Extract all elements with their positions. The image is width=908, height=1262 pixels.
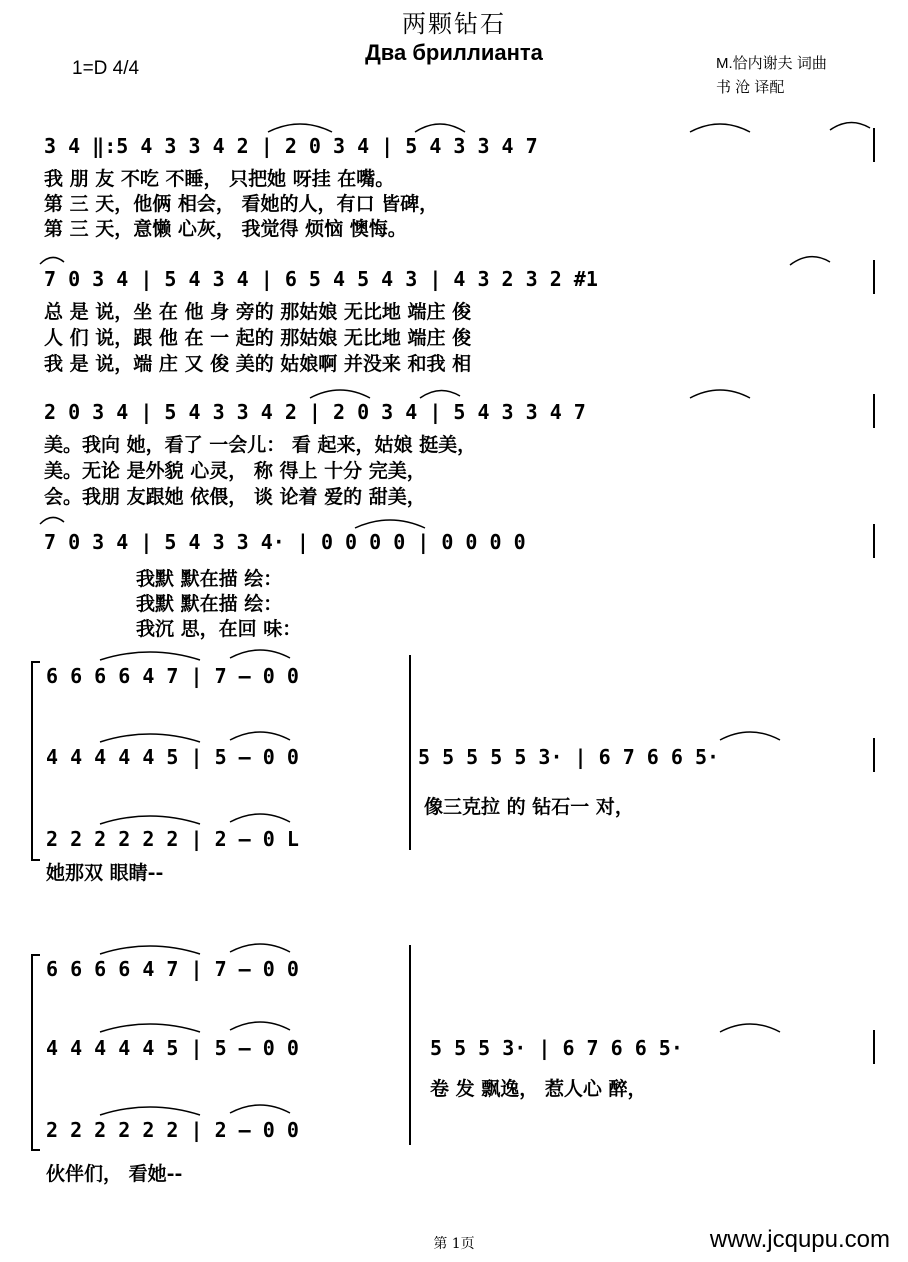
tie-arc [415,124,465,132]
tie-arc [230,732,290,740]
credit-translation: 书 沧 译配 [716,79,785,96]
tie-arc [100,1024,200,1032]
chorus-2-lower-voice-notes: 2 2 2 2 2 2 | 2 — 0 0 [46,1118,299,1142]
score-system-4-lyric-verse-3: 我沉 思，在回 味： [136,618,302,640]
tie-arc [355,520,425,528]
tie-arc [100,816,200,824]
tie-arc [830,122,870,130]
score-system-1-lyric-verse-3: 第 三 天，意懒 心灰， 我觉得 烦恼 懊悔。 [44,218,407,240]
tie-arc [100,652,200,660]
score-system-3-lyric-verse-3: 会。我朋 友跟她 依偎， 谈 论着 爱的 甜美， [44,486,426,508]
key-signature: 1=D 4/4 [72,58,140,79]
chorus-2-melody-notes: 5 5 5 3· | 6 7 6 6 5· [430,1036,683,1060]
chorus-2-melody-lyric: 卷 发 飘逸， 惹人心 醉， [430,1078,647,1100]
score-system-2-lyric-verse-2: 人 们 说，跟 他 在 一 起的 那姑娘 无比地 端庄 俊 [44,327,472,349]
tie-arc [420,390,460,398]
tie-arc [268,124,332,132]
chorus-1-middle-voice-notes: 4 4 4 4 4 5 | 5 — 0 0 [46,745,299,769]
tie-arc [790,257,830,265]
chorus-1-upper-voice-notes: 6 6 6 6 4 7 | 7 — 0 0 [46,664,299,688]
score-system-3-notes: 2 0 3 4 | 5 4 3 3 4 2 | 2 0 3 4 | 5 4 3 3 4 7 [44,400,586,424]
tie-arc [230,1105,290,1113]
chorus-1-lower-lyric: 她那双 眼睛-- [46,862,164,884]
song-title-russian: Два бриллианта [365,40,543,65]
chorus-2-upper-voice-notes: 6 6 6 6 4 7 | 7 — 0 0 [46,957,299,981]
page-number: 第 1页 [433,1236,475,1252]
tie-arc [690,124,750,132]
score-system-3-lyric-verse-2: 美。无论 是外貌 心灵， 称 得上 十分 完美， [44,460,426,482]
tie-arc [310,390,370,398]
tie-arc [100,946,200,954]
score-system-1-lyric-verse-2: 第 三 天，他俩 相会， 看她的人，有口 皆碑， [44,193,439,215]
tie-arc [720,732,780,740]
chorus-2-lower-lyric: 伙伴们， 看她-- [46,1163,183,1185]
tie-arc [720,1024,780,1032]
score-system-2-lyric-verse-3: 我 是 说，端 庄 又 俊 美的 姑娘啊 并没来 和我 相 [44,353,472,375]
tie-arc [40,517,64,524]
tie-arc [690,390,750,398]
chorus-1-lower-voice-notes: 2 2 2 2 2 2 | 2 — 0 L [46,827,299,851]
chorus-2-middle-voice-notes: 4 4 4 4 4 5 | 5 — 0 0 [46,1036,299,1060]
score-system-3-lyric-verse-1: 美。我向 她，看了 一会儿： 看 起来，姑娘 挺美， [44,434,477,456]
score-system-1-lyric-verse-1: 我 朋 友 不吃 不睡， 只把她 呀挂 在嘴。 [44,168,395,190]
score-system-4-notes: 7 0 3 4 | 5 4 3 3 4· | 0 0 0 0 | 0 0 0 0 [44,530,526,554]
tie-arc [230,1022,290,1030]
tie-arc [230,814,290,822]
score-system-1-notes: 3 4 ‖:5 4 3 3 4 2 | 2 0 3 4 | 5 4 3 3 4 7 [44,134,538,158]
tie-arc [100,734,200,742]
score-system-2-lyric-verse-1: 总 是 说，坐 在 他 身 旁的 那姑娘 无比地 端庄 俊 [44,301,472,323]
tie-arc [40,257,64,264]
chorus-1-melody-notes: 5 5 5 5 5 3· | 6 7 6 6 5· [418,745,720,769]
score-system-2-notes: 7 0 3 4 | 5 4 3 4 | 6 5 4 5 4 3 | 4 3 2 3 2 #1 [44,267,598,291]
tie-arc [230,944,290,952]
score-system-4-lyric-verse-1: 我默 默在描 绘： [136,568,283,590]
chorus-2-bracket [32,955,40,1150]
song-title-chinese: 两颗钻石 [402,10,506,38]
chorus-1-bracket [32,662,40,860]
site-watermark: www.jcqupu.com [709,1226,890,1253]
tie-arc [230,650,290,658]
tie-arc [100,1107,200,1115]
chorus-1-melody-lyric: 像三克拉 的 钻石一 对， [424,796,634,818]
score-system-4-lyric-verse-2: 我默 默在描 绘： [136,593,283,615]
credit-lyrics-music: M.恰内谢夫 词曲 [716,55,827,72]
